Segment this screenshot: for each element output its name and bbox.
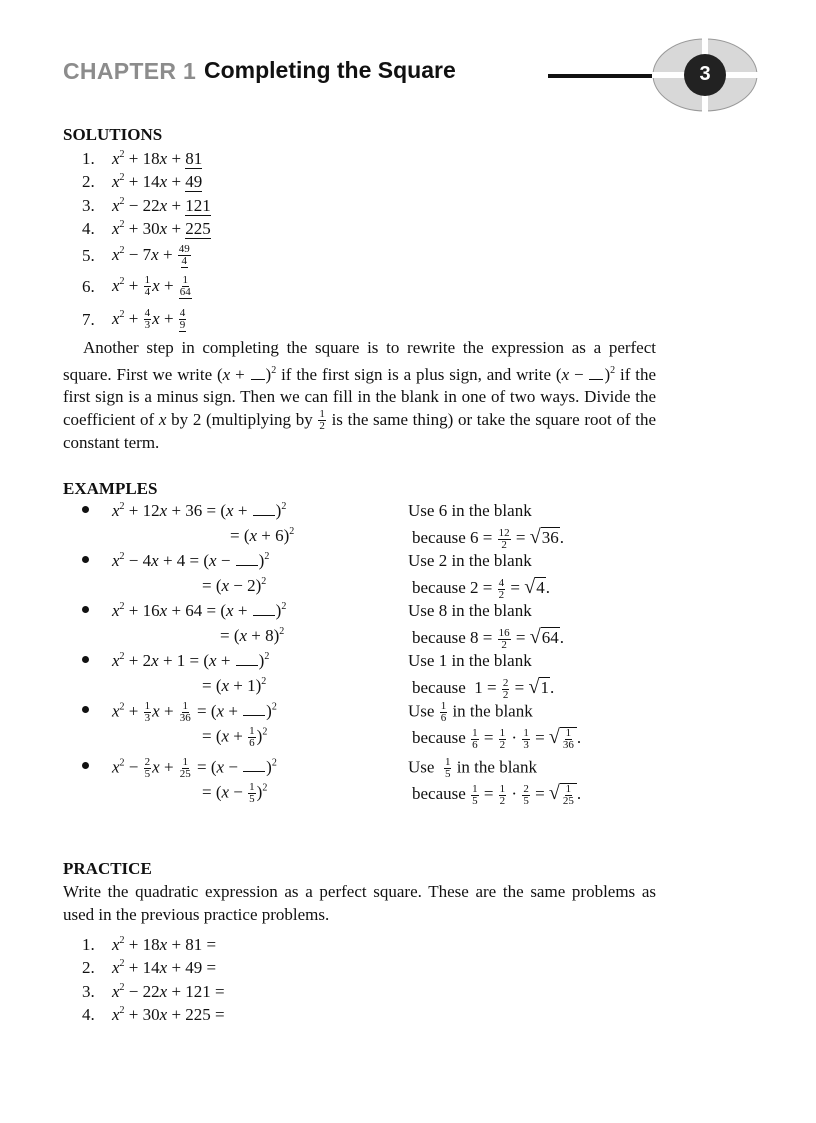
solution-item: 5. $x^2 - 7x$ + $\frac{49}{4}$ (82, 242, 190, 267)
bullet-icon (82, 656, 89, 663)
bullet-icon (82, 606, 89, 613)
practice-item: 1. $x^2 + 18x + 81$ = (82, 934, 217, 954)
solutions-list (82, 147, 211, 336)
practice-item: 2. $x^2 + 14x + 49$ = (82, 958, 217, 978)
solution-item: 1. $x^2 + 18x + 81$ (82, 148, 203, 168)
solution-item: 7. $x^2$ + $\frac{4}{3}$ x + $\frac{4}{9}$ (82, 306, 186, 331)
example-item: $x^2$ + $\frac{1}{3}$ x + $\frac{1}{36}$ = $(x + )^2$ Use $\frac{1}{6}$ in the blank (82, 701, 642, 726)
solution-item: 6. $x^2$ + $\frac{1}{4}$ x + $\frac{1}{64}$ (82, 273, 191, 298)
practice-intro: Write the quadratic expression as a perfect square. These are the same problems as used in the previous practice problems. (63, 882, 656, 924)
bullet-icon (82, 506, 89, 513)
solution-item: 2. $x^2 + 14x + 49$ (82, 172, 203, 192)
example-item: $x^2 + 2x + 1 = (x + )^2$ Use 1 in the blank (82, 651, 642, 676)
practice-heading: PRACTICE (63, 859, 152, 878)
chapter-label: CHAPTER 1 (63, 58, 197, 84)
example-item: $x^2$ − $\frac{2}{5}$ x + $\frac{1}{25}$ = $(x - )^2$ Use $\frac{1}{5}$ in the blank (82, 757, 642, 782)
examples-list: $x^2 + 12x + 36 = (x + )^2$ Use 6 in the blank = $(x + 6)^2$ because 6 = $\frac{12}{2}$ = √36. $x^2 - 4x + 4 = (x - )^2$ Use 2 in the blank = $(x - 2)^2$ because 2 = $\frac{4}{2}$ = √4. $x^2 + 16x + 64 = (x + )^2$ Use 8 in the blank = $(x + 8)^2$ because 8 = $\frac{16}{2}$ = √64. $x^2 + 2x + 1 = (x + )^2$ Use 1 in the blank = $(x + 1)^2$ because 1 = $\frac{2}{2}$ = √1. $x^2$ + $\frac{1}{3}$ x + $\frac{1}{36}$ = $(x + )^2$ Use $\frac{1}{6}$ in the blank = (x + $\frac{1}{6}$ )$^2$ because $\frac{1}{6}$ = $\frac{1}{2}$ · $\frac{1}{3}$ = √ $\frac{1}{36}$ . $x^2$ − $\frac{2}{5}$ x + $\frac{1}{25}$ = $(x - )^2$ Use $\frac{1}{5}$ in the blank = (x − $\frac{1}{5}$ )$^2$ because $\frac{1}{5}$ = $\frac{1}{2}$ · $\frac{2}{5}$ = √ $\frac{1}{25}$ . (82, 501, 642, 813)
example-item: $x^2 - 4x + 4 = (x - )^2$ Use 2 in the blank (82, 551, 642, 576)
bullet-icon (82, 556, 89, 563)
bullet-icon (82, 706, 89, 713)
solution-item: 3. $x^2 - 22x + 121$ (82, 195, 211, 215)
page-number: 3 (699, 63, 711, 85)
explanation-paragraph: Another step in completing the square is to rewrite the expression as a perfect square. First we write $(x + )^2$ if the first sign is a plus sign, and write $(x - )^2$ if the first sign is a minus sign. Then we can fill in the blank in one of two ways. Divide the coefficient of x by 2 (multiplying by $\frac{1}{2}$ is the same thing) or take the square root of the constant term. (63, 338, 657, 453)
practice-item: 3. $x^2 - 22x + 121$ = (82, 981, 225, 1001)
practice-item: 4. $x^2 + 30x + 225$ = (82, 1005, 225, 1025)
examples-heading: EXAMPLES (63, 479, 158, 498)
chapter-title: Completing the Square (204, 57, 456, 83)
solutions-heading: SOLUTIONS (63, 125, 163, 144)
solution-item: 4. $x^2 + 30x + 225$ (82, 219, 211, 239)
practice-list (82, 933, 225, 1027)
example-item: $x^2 + 16x + 64 = (x + )^2$ Use 8 in the blank (82, 601, 642, 626)
bullet-icon (82, 762, 89, 769)
example-item: $x^2 + 12x + 36 = (x + )^2$ Use 6 in the blank (82, 501, 642, 526)
